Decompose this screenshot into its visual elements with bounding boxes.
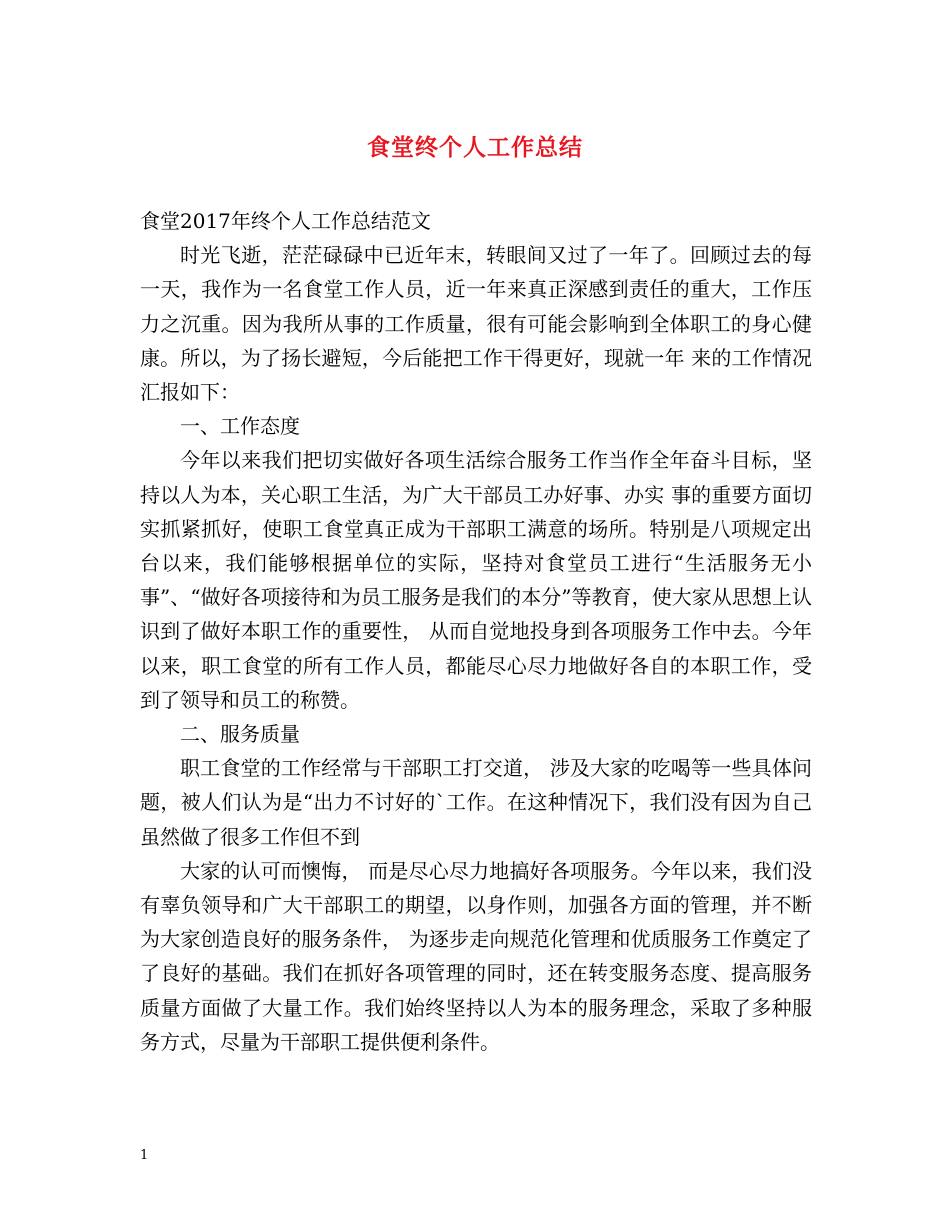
paragraph-intro: 时光飞逝，茫茫碌碌中已近年末，转眼间又过了一年了。回顾过去的每一天，我作为一名食堂工作人员，近一年来真正深感到责任的重大，工作压力之沉重。因为我所从事的工作质量，很有可能会影响到全体职工的身心健康。所以，为了扬长避短，今后能把工作干得更好，现就一年 来的工作情况汇报如下： xyxy=(140,243,812,405)
paragraph-attitude: 今年以来我们把切实做好各项生活综合服务工作当作全年奋斗目标，坚持以人为本，关心职工生活，为广大干部员工办好事、办实 事的重要方面切实抓紧抓好，使职工食堂真正成为干部职工满意的场所。特别是八项规定出台以来，我们能够根据单位的实际，坚持对食堂员工进行“生活服务无小事”、“做好各项接待和为员工服务是我们的本分”等教育，使大家从思想上认识到了做好本职工作的重要性， 从而自觉地投身到各项服务工作中去。今年以来，职工食堂的所有工作人员，都能尽心尽力地做好各自的本职工作，受到了领导和员工的称赞。 xyxy=(140,448,812,712)
document-title: 食堂终个人工作总结 xyxy=(367,134,583,161)
document-subtitle: 食堂2017年终个人工作总结范文 xyxy=(140,209,431,233)
paragraph-quality-1: 职工食堂的工作经常与干部职工打交道， 涉及大家的吃喝等一些具体问题，被人们认为是“出力不讨好的`工作。在这种情况下，我们没有因为自己虽然做了很多工作但不到 xyxy=(140,756,812,849)
paragraph-quality-2: 大家的认可而懊悔， 而是尽心尽力地搞好各项服务。今年以来，我们没有辜负领导和广大干部职工的期望，以身作则，加强各方面的管理，并不断为大家创造良好的服务条件， 为逐步走向规范化管理和优质服务工作奠定了了良好的基础。我们在抓好各项管理的同时，还在转变服务态度、提高服务质量方面做了大量工作。我们始终坚持以人为本的服务理念，采取了多种服务方式，尽量为干部职工提供便利条件。 xyxy=(140,858,812,1054)
page-number: 1 xyxy=(140,1148,149,1163)
section-heading-quality: 二、服务质量 xyxy=(180,722,300,747)
section-heading-attitude: 一、工作态度 xyxy=(180,414,300,439)
document-body xyxy=(140,204,812,1059)
